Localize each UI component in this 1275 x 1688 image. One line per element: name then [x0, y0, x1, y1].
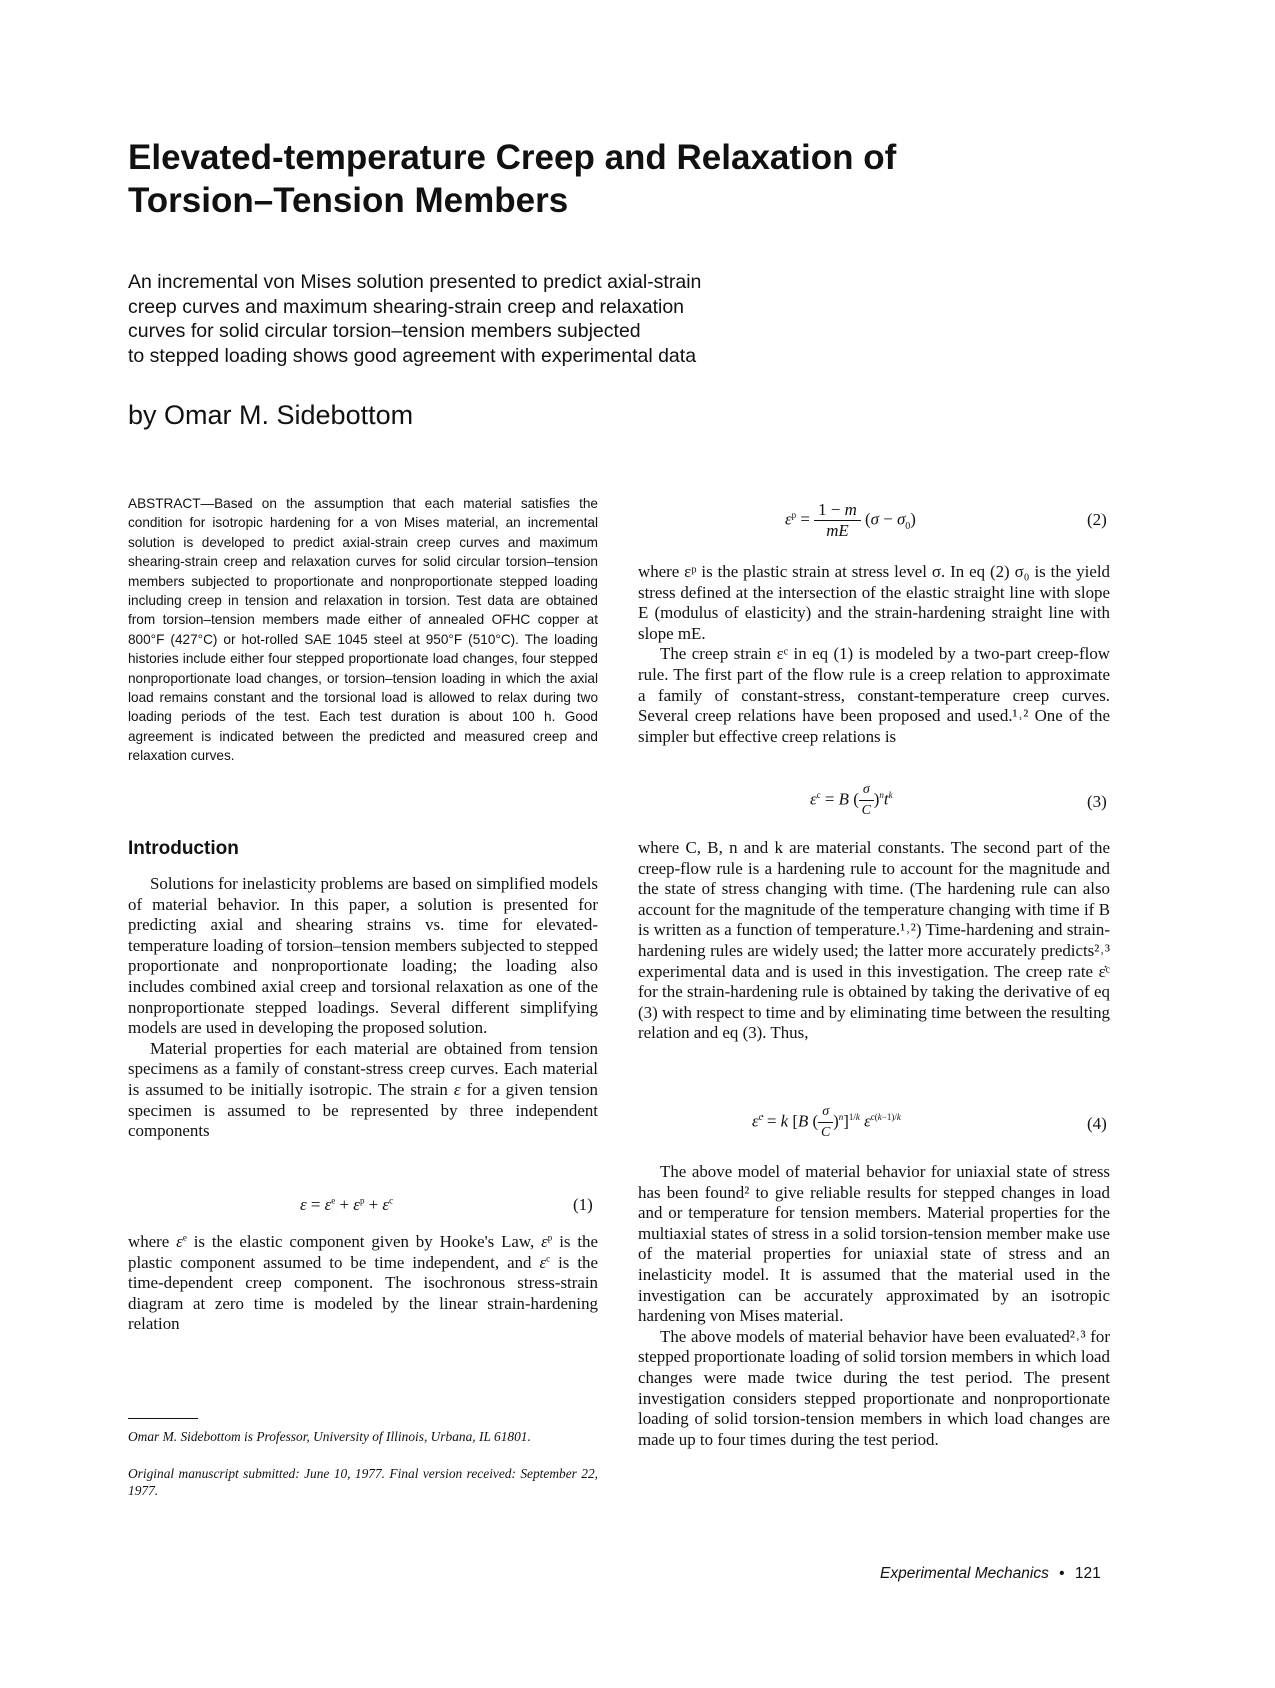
paragraph: The above model of material behavior for uniaxial state of stress has been found² to give reliable results for stepped changes in load and or temperature for tension members. Material properties for the multiaxial states of stress in a solid torsion-tension member make use of the material properties for uniaxial state of stress and an inelasticity model. It is assumed that the material used in the investigation can be accurately approximated by an isotropic hardening von Mises material.: [638, 1162, 1110, 1326]
paragraph: where C, B, n and k are material constants. The second part of the creep-flow rule is a hardening rule to account for the magnitude and the state of stress changing with time. (The hardening rule can also account for the magnitude of the temperature changing with time if B is written as a function of temperature.¹˒²) Time-hardening and strain-hardening rules are widely used; the latter more accurately predicts²˒³ experimental data and is used in this investigation. The creep rate ε̇ᶜ for the strain-hardening rule is obtained by taking the derivative of eq (3) with respect to time and by eliminating time between the resulting relation and eq (3). Thus,: [638, 838, 1110, 1043]
equation-2: $\varepsilon^p$ = $\frac{1 - m}{mE}$ $(\sigma - \sigma_0)$: [785, 500, 916, 540]
footnote-author: Omar M. Sidebottom is Professor, University of Illinois, Urbana, IL 61801.: [128, 1429, 531, 1444]
paragraph: Material properties for each material are obtained from tension specimens as a family of constant-stress creep curves. Each material is assumed to be initially isotropic. The strain ε for a given tension specimen is assumed to be represented by three independent components: [128, 1038, 598, 1141]
equation-4: ε̇$^c$ = k [B ( $\frac{\sigma}{C}$ )$^n$]$^{1/k}$ $\varepsilon^{c(k-1)/k}$: [752, 1104, 901, 1140]
journal-name: Experimental Mechanics: [880, 1565, 1049, 1582]
equation-1-number: (1): [573, 1195, 593, 1214]
paragraph: where εᵖ is the plastic strain at stress level σ. In eq (2) σ₀ is the yield stress defined at the intersection of the elastic straight line with slope E (modulus of elasticity) and the strain-hardening straight line with slope mE.: [638, 562, 1110, 643]
abstract: ABSTRACT—Based on the assumption that each material satisfies the condition for isotropic hardening for a von Mises material, an incremental solution is developed to predict axial-strain creep curves and maximum shearing-strain creep and relaxation curves for solid circular torsion–tension members subjected to proportionate and nonproportionate stepped loading including creep in tension and relaxation in torsion. Test data are obtained from torsion–tension members made either of annealed OFHC copper at 800°F (427°C) or hot-rolled SAE 1045 steel at 950°F (510°C). The loading histories include either four stepped proportionate load changes, four stepped nonproportionate load changes, or torsion–tension loading in which the axial load remains constant and the torsional load is allowed to relax during two loading periods of the test. Each test duration is about 100 h. Good agreement is indicated between the predicted and measured creep and relaxation curves.: [128, 496, 598, 764]
title-line-2: Torsion–Tension Members: [128, 181, 569, 220]
section-heading-introduction: Introduction: [128, 838, 239, 859]
deck-line: An incremental von Mises solution presented to predict axial-strain: [128, 271, 702, 293]
footnote-rule: [128, 1418, 198, 1419]
equation-4-number: (4): [1087, 1114, 1107, 1133]
left-column-body-continued: [128, 1232, 598, 1335]
left-column-body: [128, 874, 598, 1142]
equation-2-number: (2): [1087, 510, 1107, 529]
right-column-body-continued: [638, 838, 1110, 1044]
paragraph: Solutions for inelasticity problems are based on simplified models of material behavior. In this paper, a solution is presented for predicting axial and shearing strains vs. time for elevated-temperature loading of torsion–tension members subjected to stepped proportionate and nonproportionate loading; the loading also includes combined axial creep and torsional relaxation as one of the nonproportionate stepped loadings. Several different simplifying models are used in developing the proposed solution.: [128, 874, 598, 1038]
article-title: [128, 136, 1028, 222]
article-deck: [128, 270, 808, 368]
footnote-manuscript: Original manuscript submitted: June 10, 1977. Final version received: September 22, 1977.: [128, 1466, 598, 1498]
title-line-1: Elevated-temperature Creep and Relaxation of: [128, 138, 897, 177]
deck-line: creep curves and maximum shearing-strain creep and relaxation: [128, 295, 685, 318]
paragraph: The above models of material behavior have been evaluated²˒³ for stepped proportionate loading of solid torsion members in which load changes were made twice during the test period. The present investigation considers stepped proportionate and nonproportionate loading of solid torsion-tension members in which load changes are made up to four times during the test period.: [638, 1326, 1110, 1449]
right-column-body-end: [638, 1162, 1110, 1450]
equation-3-number: (3): [1087, 792, 1107, 811]
equation-1: $\varepsilon = \varepsilon^e + \varepsilon^p + \varepsilon^c$: [300, 1195, 394, 1214]
page-number: 121: [1074, 1565, 1101, 1582]
paragraph: The creep strain εᶜ in eq (1) is modeled by a two-part creep-flow rule. The first part of the flow rule is a creep relation to approximate a family of constant-stress, constant-temperature creep curves. Several creep relations have been proposed and used.¹˒² One of the simpler but effective creep relations is: [638, 644, 1110, 746]
right-column-body: [638, 562, 1110, 747]
equation-3: $\varepsilon^c = B$ ( $\frac{\sigma}{C}$ )$^nt^k$: [810, 782, 893, 818]
deck-line: to stepped loading shows good agreement with experimental data: [128, 344, 697, 367]
deck-line: curves for solid circular torsion–tension members subjected: [128, 320, 641, 342]
footer-bullet: •: [1059, 1565, 1065, 1582]
page-footer: [880, 1565, 1101, 1583]
paragraph: where $\varepsilon^e$ is the elastic component given by Hooke's Law, $\varepsilon^p$ is the plastic component assumed to be time independent, and $\varepsilon^c$ is the time-dependent creep component. The isochronous stress-strain diagram at zero time is modeled by the linear strain-hardening relation: [128, 1232, 598, 1334]
author-byline: by Omar M. Sidebottom: [128, 400, 414, 430]
